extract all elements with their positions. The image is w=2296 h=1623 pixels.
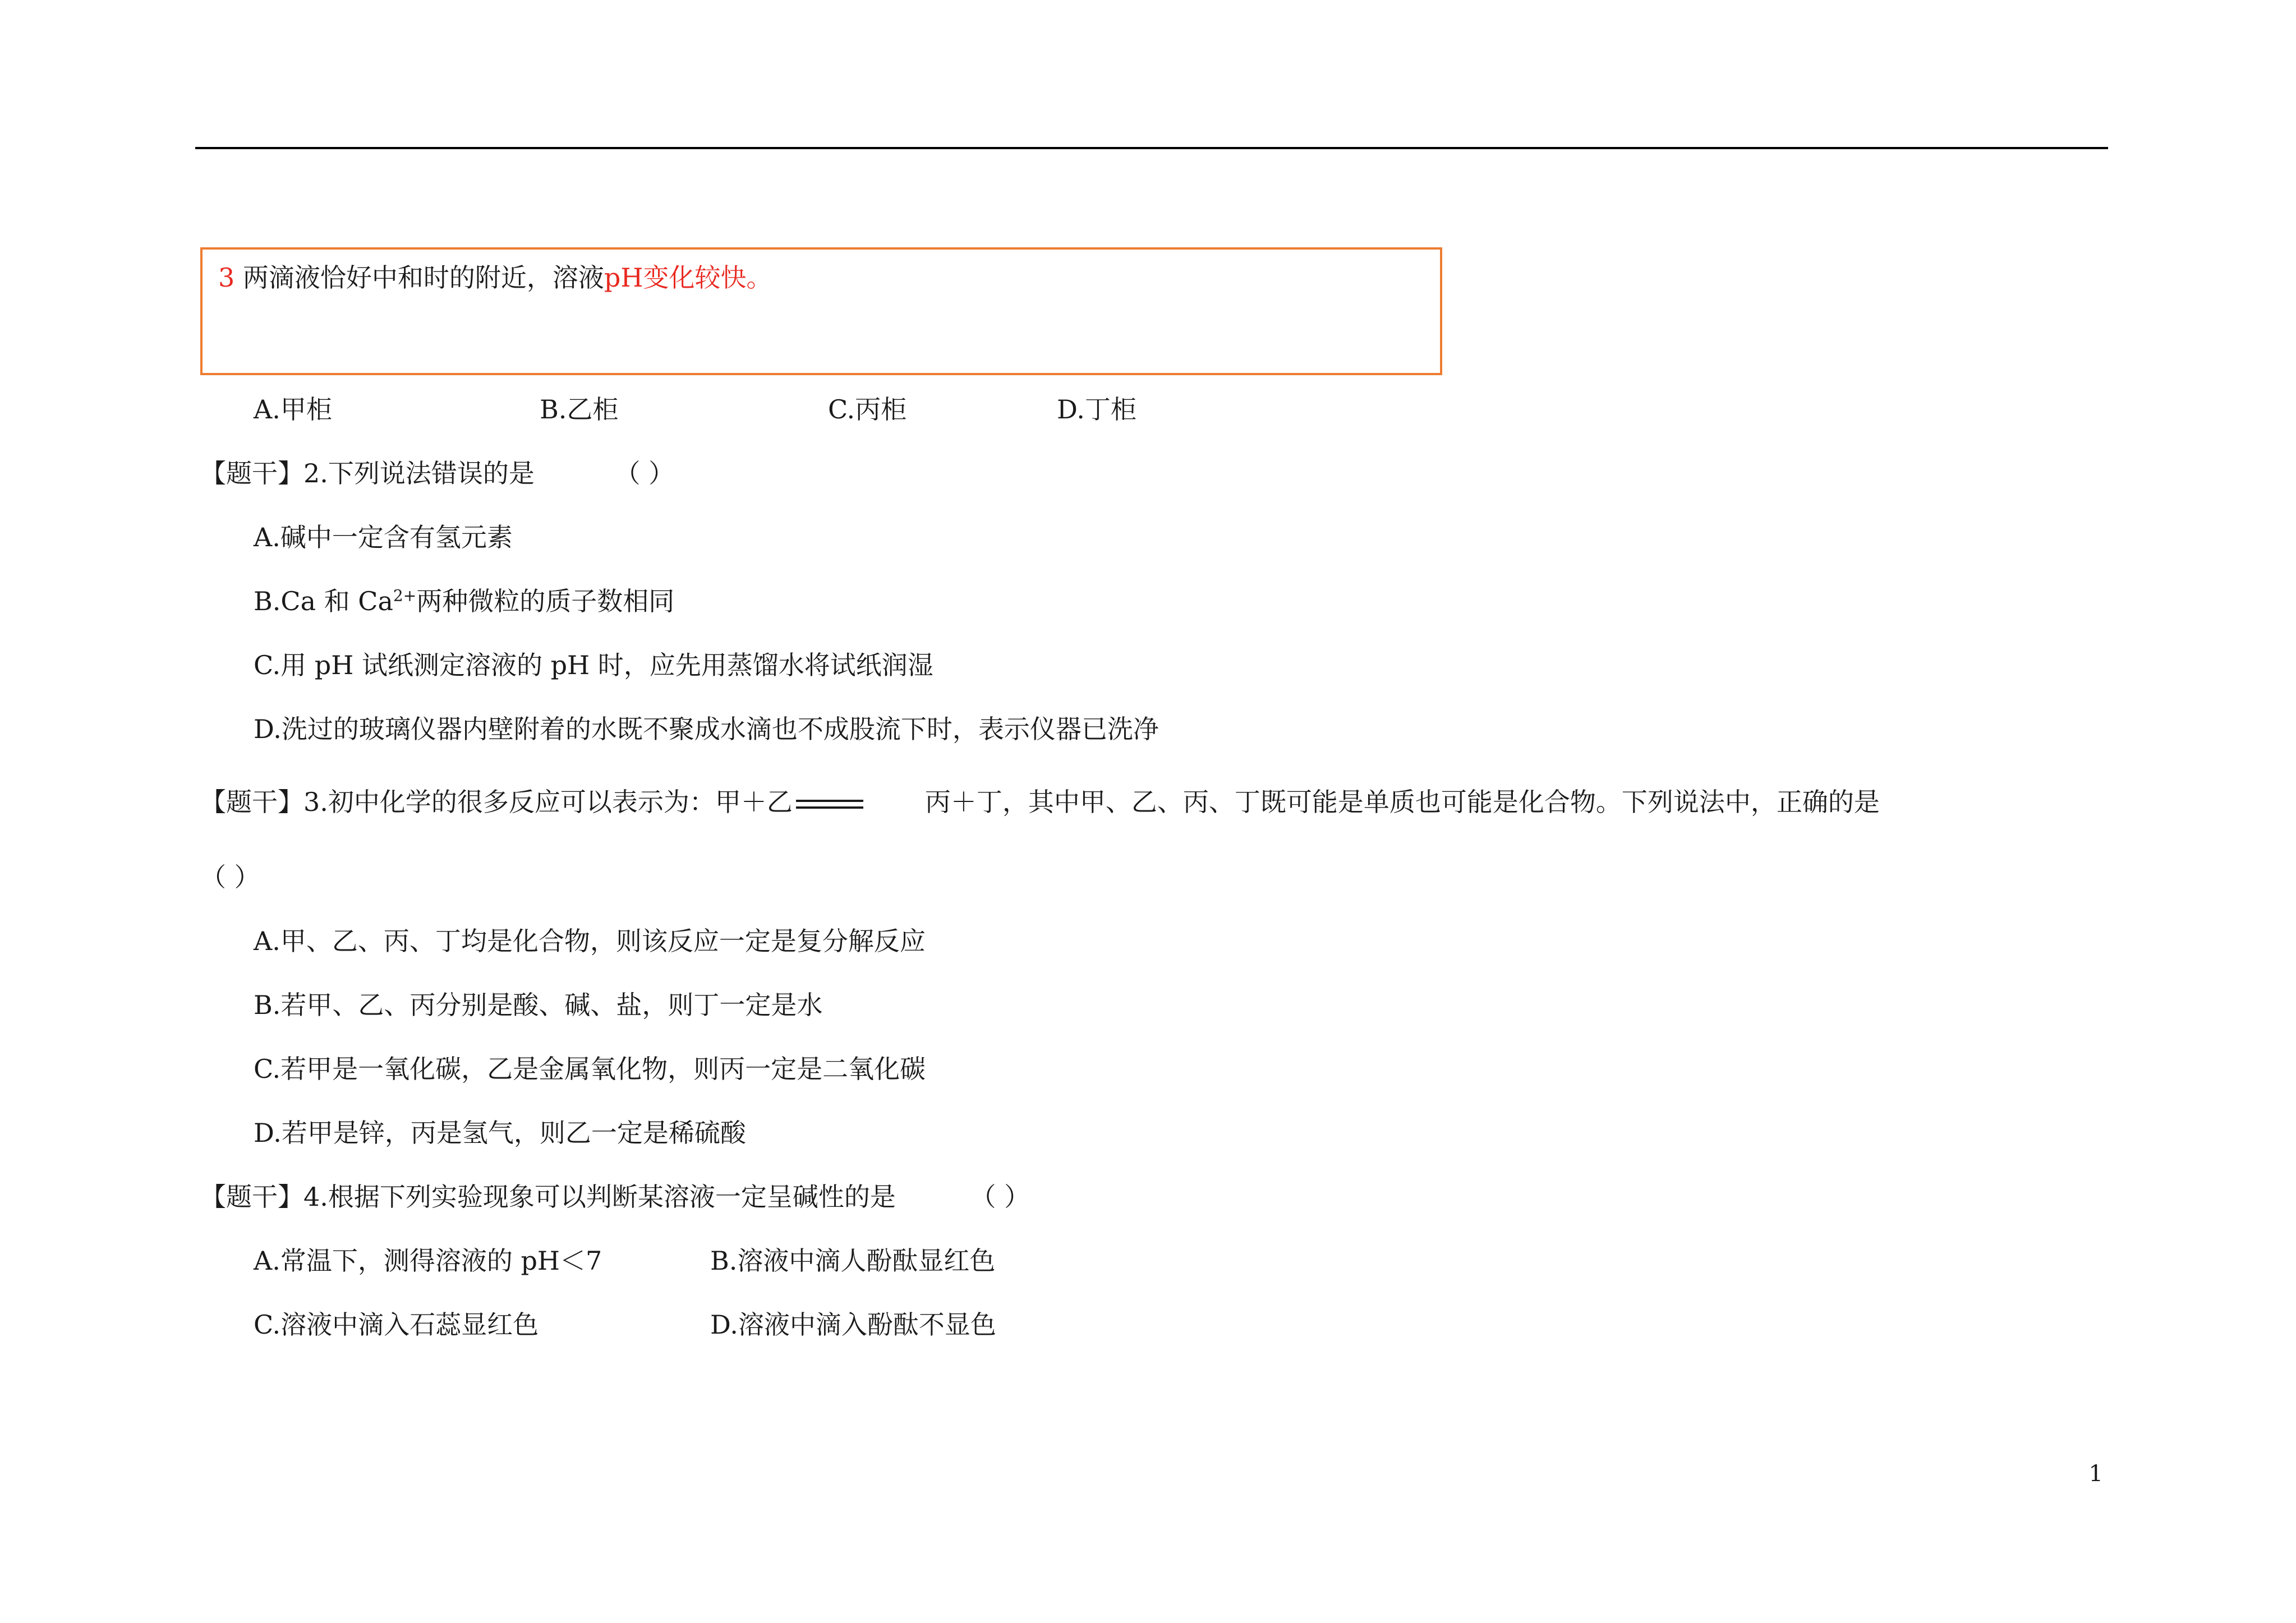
q3-option-b: B.若甲、乙、丙分别是酸、碱、盐，则丁一定是水: [254, 990, 823, 1020]
q4-option-a: A.常温下，测得溶液的 pH＜7: [254, 1246, 602, 1276]
q3-answer-paren: （ ）: [200, 862, 260, 892]
q3-stem-pre: 【题干】3.初中化学的很多反应可以表示为：甲＋乙: [200, 787, 793, 817]
double-equals-sign: [796, 799, 863, 810]
q1-option-b: B.乙柜: [540, 394, 619, 425]
q4-option-b: B.溶液中滴人酚酞显红色: [710, 1246, 996, 1276]
q4-stem: [200, 1180, 1030, 1214]
q4-stem-text: 【题干】4.根据下列实验现象可以判断某溶液一定呈碱性的是: [200, 1182, 896, 1212]
q2-option-b-pre: B.Ca 和 Ca: [254, 586, 393, 616]
q2-option-b-post: 两种微粒的质子数相同: [416, 586, 675, 616]
q1-option-d: D.丁柜: [1057, 394, 1137, 425]
q3-stem-post: 丙＋丁，其中甲、乙、丙、丁既可能是单质也可能是化合物。下列说法中，正确的是: [924, 787, 1880, 817]
q4-answer-paren: （ ）: [970, 1182, 1030, 1212]
q2-option-b: [254, 584, 674, 618]
q2-stem: [200, 457, 674, 490]
q2-option-a: A.碱中一定含有氢元素: [254, 522, 513, 552]
q2-stem-text: 【题干】2.下列说法错误的是: [200, 458, 535, 488]
callout-number: 3: [218, 262, 235, 293]
q4-option-c: C.溶液中滴入石蕊显红色: [254, 1310, 539, 1340]
callout-text-black: 两滴液恰好中和时的附近，溶液: [242, 262, 604, 293]
q2-option-d: D.洗过的玻璃仪器内壁附着的水既不聚成水滴也不成股流下时，表示仪器已洗净: [254, 714, 1159, 744]
callout-text: [218, 261, 772, 294]
q1-option-c: C.丙柜: [828, 394, 907, 425]
q2-option-c: C.用 pH 试纸测定溶液的 pH 时，应先用蒸馏水将试纸润湿: [254, 650, 933, 680]
q3-option-c: C.若甲是一氧化碳，乙是金属氧化物，则丙一定是二氧化碳: [254, 1054, 926, 1084]
header-rule: [195, 147, 2108, 149]
page-number: 1: [2088, 1461, 2103, 1487]
q4-option-d: D.溶液中滴入酚酞不显色: [710, 1310, 996, 1340]
callout-box: [200, 247, 1442, 375]
q1-option-a: A.甲柜: [254, 394, 332, 425]
callout-text-red: pH变化较快。: [604, 262, 772, 293]
q2-option-b-superscript: 2+: [393, 586, 417, 605]
q3-option-a: A.甲、乙、丙、丁均是化合物，则该反应一定是复分解反应: [254, 926, 926, 956]
q2-answer-paren: （ ）: [614, 458, 675, 488]
q3-option-d: D.若甲是锌，丙是氢气，则乙一定是稀硫酸: [254, 1118, 746, 1148]
q3-stem: [200, 785, 1880, 819]
